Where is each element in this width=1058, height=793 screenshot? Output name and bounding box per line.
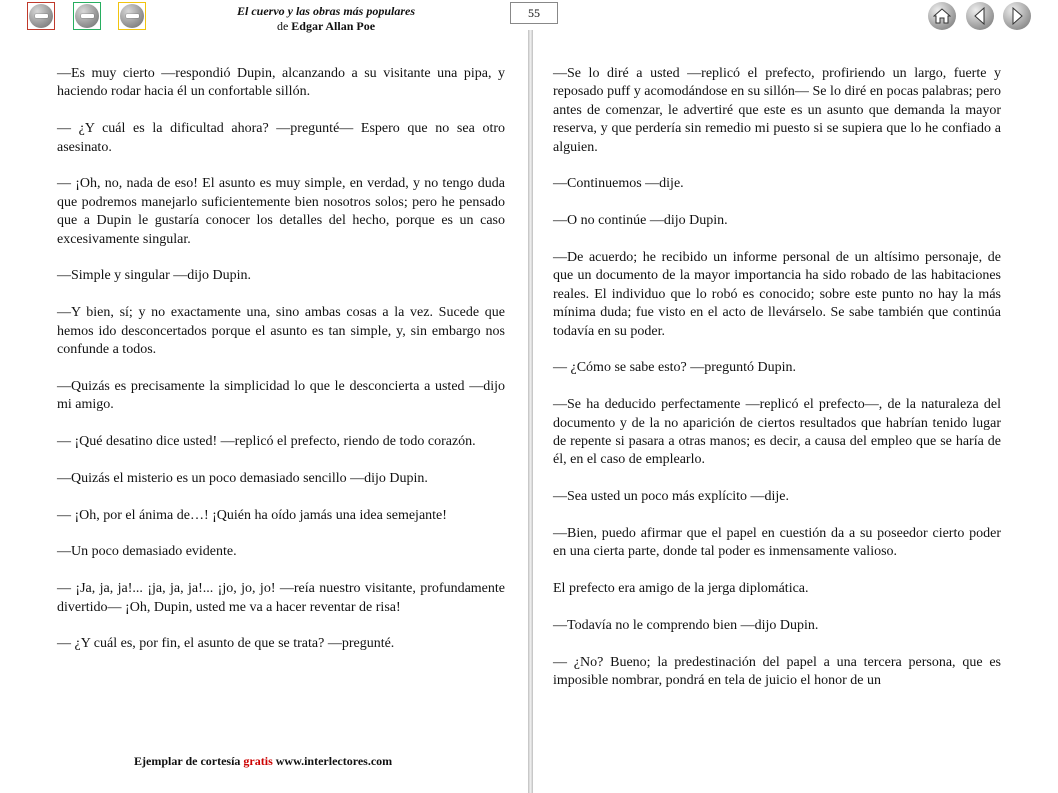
paragraph: — ¡Oh, no, nada de eso! El asunto es muy simple, en verdad, y no tengo duda que podremos manejarlo suficientemente bien nosotros solos; pero he pensado que a Dupin le gustaría conocer los detalles del hecho, porque es un caso excesivamente singular.: [57, 176, 505, 247]
paragraph: —Bien, puedo afirmar que el papel en cuestión da a su poseedor cierto poder en una cierta parte, donde tal poder es inmensamente valioso.: [553, 526, 1001, 560]
paragraph: — ¡Ja, ja, ja!... ¡ja, ja, ja!... ¡jo, jo, jo! —reía nuestro visitante, profundamente divertido— ¡Oh, Dupin, usted me va a hacer reventar de risa!: [57, 581, 505, 615]
footer-courtesy: [134, 754, 392, 769]
page-number: 55: [510, 2, 558, 24]
footer-url-link[interactable]: www.interlectores.com: [275, 754, 393, 768]
book-title: El cuervo y las obras más populares: [236, 4, 415, 18]
paragraph: —Se ha deducido perfectamente —replicó el prefecto—, de la naturaleza del documento y de la no aparición de ciertos resultados que habrían tenido lugar de repente si pasara a otras manos; es decir, a causa del empleo que se haría de él, en el caso de emplearlo.: [553, 397, 1001, 468]
paragraph: —O no continúe —dijo Dupin.: [553, 213, 728, 229]
arrow-right-icon: [1009, 7, 1025, 25]
paragraph: El prefecto era amigo de la jerga diplomática.: [553, 581, 809, 597]
minus-icon: [29, 4, 53, 28]
column-divider: [528, 30, 533, 793]
paragraph: — ¡Oh, por el ánima de…! ¡Quién ha oído jamás una idea semejante!: [57, 507, 447, 523]
paragraph: — ¿Y cuál es la dificultad ahora? —pregunté— Espero que no sea otro asesinato.: [57, 121, 505, 155]
paragraph: —Quizás el misterio es un poco demasiado sencillo —dijo Dupin.: [57, 470, 428, 486]
paragraph: —Se lo diré a usted —replicó el prefecto, profiriendo un largo, fuerte y reposado puff y acomodándose en su sillón— Se lo diré en pocas palabras; pero antes de comenzar, le advertiré que este es un asunto que demanda la mayor reserva, y que perdería sin remedio mi puesto si se supiera que lo he confiado a alguien.: [553, 66, 1001, 155]
book-header: [186, 4, 466, 34]
minimize-button-yellow[interactable]: [118, 2, 146, 30]
paragraph: — ¿No? Bueno; la predestinación del papel a una tercera persona, que es imposible nombrar, pondrá en tela de juicio el honor de un: [553, 654, 1001, 689]
paragraph: —Un poco demasiado evidente.: [57, 544, 237, 560]
footer-prefix: Ejemplar de cortesía: [134, 754, 241, 768]
paragraph: —Es muy cierto —respondió Dupin, alcanzando a su visitante una pipa, y haciendo rodar hacia él un confortable sillón.: [57, 66, 505, 100]
footer-gratis: gratis: [243, 754, 273, 768]
paragraph: —Todavía no le comprendo bien —dijo Dupin.: [553, 618, 819, 634]
paragraph: —Simple y singular —dijo Dupin.: [57, 268, 252, 284]
right-text-column: [553, 65, 1001, 709]
paragraph: — ¿Y cuál es, por fin, el asunto de que se trata? —pregunté.: [57, 636, 395, 652]
left-text-column: [57, 65, 505, 672]
arrow-left-icon: [972, 7, 988, 25]
home-button[interactable]: [928, 2, 956, 30]
minus-icon: [120, 4, 144, 28]
paragraph: —Quizás es precisamente la simplicidad lo que le desconcierta a usted —dijo mi amigo.: [57, 378, 505, 413]
author-prefix: de: [276, 19, 289, 33]
paragraph: —Sea usted un poco más explícito —dije.: [553, 489, 790, 505]
author-line: [186, 19, 466, 34]
author-name: Edgar Allan Poe: [291, 19, 376, 33]
home-icon: [933, 8, 951, 24]
next-page-button[interactable]: [1003, 2, 1031, 30]
paragraph: — ¿Cómo se sabe esto? —preguntó Dupin.: [553, 360, 797, 376]
minimize-button-green[interactable]: [73, 2, 101, 30]
paragraph: —Continuemos —dije.: [553, 176, 684, 192]
minus-icon: [75, 4, 99, 28]
minimize-button-red[interactable]: [27, 2, 55, 30]
paragraph: —De acuerdo; he recibido un informe personal de un altísimo personaje, de que un documento de la mayor importancia ha sido robado de las habitaciones reales. El individuo que lo robó es conocido; sobre este punto no hay la más mínima duda; fue visto en el acto de llevárselo. Se sabe también que continúa todavía en su poder.: [553, 250, 1001, 339]
paragraph: —Y bien, sí; y no exactamente una, sino ambas cosas a la vez. Sucede que hemos ido desconcertados porque el asunto es tan simple, y, sin embargo nos confunde a todos.: [57, 305, 505, 358]
previous-page-button[interactable]: [966, 2, 994, 30]
paragraph: — ¡Qué desatino dice usted! —replicó el prefecto, riendo de todo corazón.: [57, 434, 476, 450]
